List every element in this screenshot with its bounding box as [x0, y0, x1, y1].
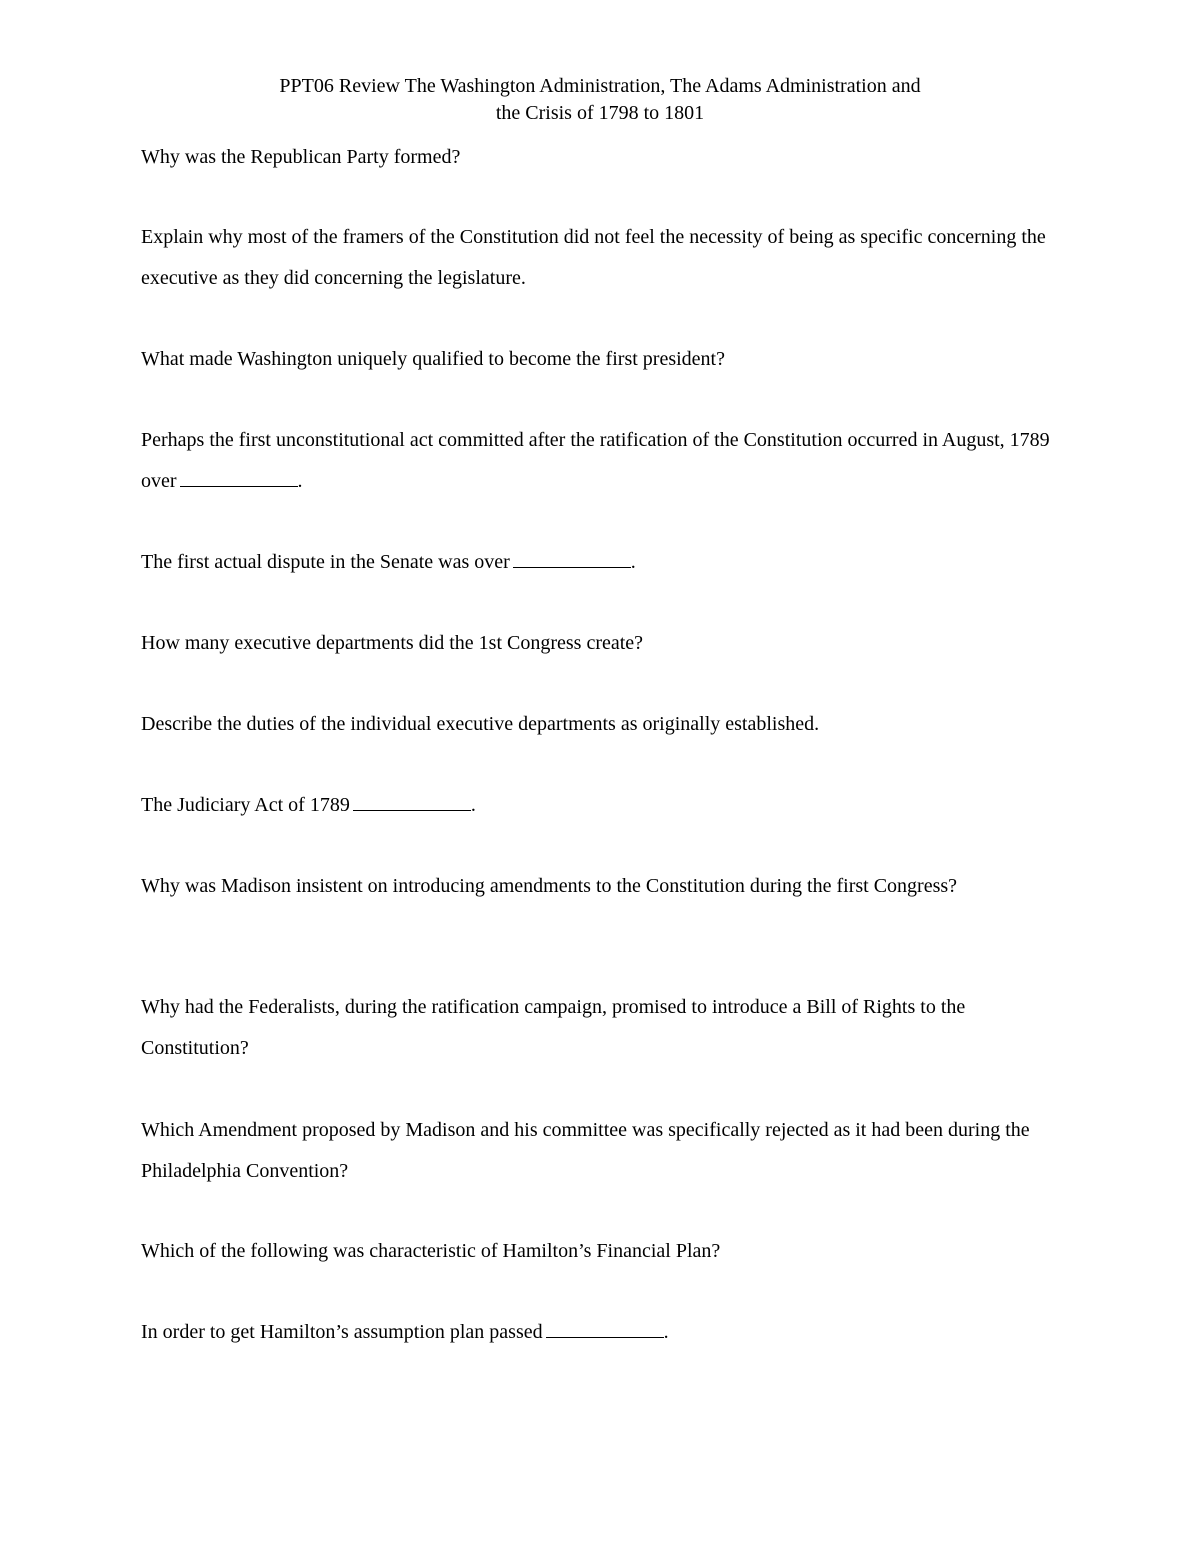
title-line-2: the Crisis of 1798 to 1801 [495, 102, 705, 124]
question-suffix: . [630, 551, 636, 573]
question-text: Which of the following was characteristic of Hamilton’s Financial Plan? [141, 1240, 721, 1262]
question-suffix: . [663, 1321, 669, 1343]
question-5 [141, 542, 1071, 583]
question-10 [141, 987, 1071, 1069]
answer-blank[interactable] [546, 1315, 664, 1338]
page-title [0, 73, 1200, 127]
question-text: Explain why most of the framers of the Constitution did not feel the necessity of being as specific concerning the executive as they did concerning the legislature. [141, 226, 1046, 289]
question-11 [141, 1110, 1071, 1192]
question-text: What made Washington uniquely qualified to become the first president? [141, 348, 725, 370]
question-text: Which Amendment proposed by Madison and his committee was specifically rejected as it had been during the Philadelphia Convention? [141, 1119, 1030, 1182]
question-13 [141, 1312, 1071, 1353]
question-text: How many executive departments did the 1st Congress create? [141, 632, 644, 654]
question-suffix: . [470, 794, 476, 816]
question-text: The first actual dispute in the Senate was over [141, 551, 510, 573]
question-9 [141, 866, 1071, 907]
question-suffix: . [297, 470, 303, 492]
question-12 [141, 1231, 1071, 1272]
question-1 [141, 137, 1071, 178]
answer-blank[interactable] [513, 545, 631, 568]
question-text: Why was Madison insistent on introducing amendments to the Constitution during the first Congress? [141, 875, 958, 897]
title-line-1: PPT06 Review The Washington Administration, The Adams Administration and [279, 75, 921, 97]
question-8 [141, 785, 1071, 826]
question-3 [141, 339, 1071, 380]
question-text: Describe the duties of the individual executive departments as originally established. [141, 713, 820, 735]
question-text: The Judiciary Act of 1789 [141, 794, 350, 816]
question-text: Why was the Republican Party formed? [141, 146, 461, 168]
question-4 [141, 420, 1071, 502]
answer-blank[interactable] [353, 788, 471, 811]
question-6 [141, 623, 1071, 664]
question-7 [141, 704, 1071, 745]
question-text: In order to get Hamilton’s assumption plan passed [141, 1321, 543, 1343]
question-text: Why had the Federalists, during the ratification campaign, promised to introduce a Bill of Rights to the Constitution? [141, 996, 966, 1059]
question-text: Perhaps the first unconstitutional act committed after the ratification of the Constitution occurred in August, 1789 over [141, 429, 1050, 492]
answer-blank[interactable] [180, 464, 298, 487]
question-2 [141, 217, 1071, 299]
